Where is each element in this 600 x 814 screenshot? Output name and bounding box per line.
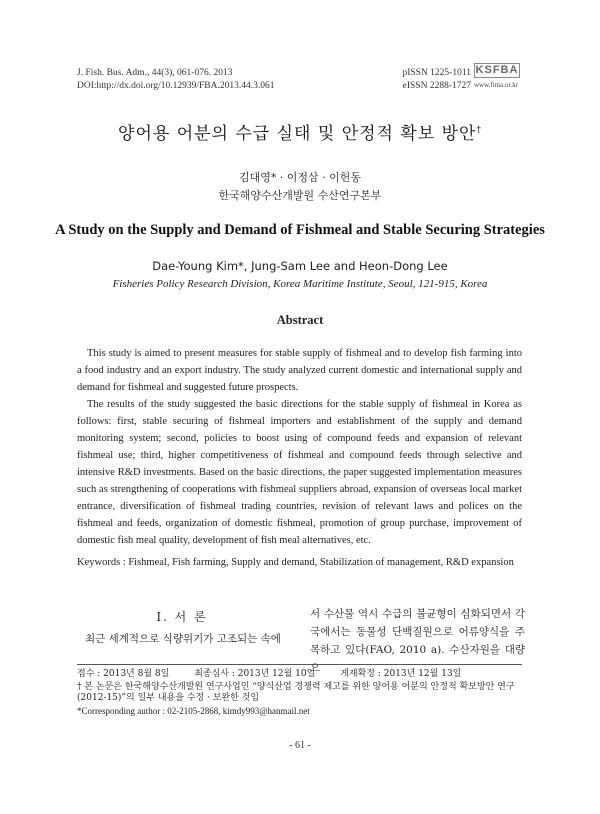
body-left-column: 최근 세계적으로 식량위기가 고조되는 속에 xyxy=(85,633,281,645)
english-title: A Study on the Supply and Demand of Fishmeal and Stable Securing Strategies xyxy=(55,222,545,238)
body-right-column: 서 수산물 역시 수급의 불균형이 심화되면서 각국에서는 동물성 단백질원으로 어류양식을 주목하고 있다(FAO, 2010 a). 수산자원을 대량으 xyxy=(310,608,525,674)
logo-url: www.fima.or.kr xyxy=(474,81,519,89)
abstract-heading: Abstract xyxy=(276,313,324,327)
footnote-divider xyxy=(77,664,522,665)
abstract-body xyxy=(77,345,522,549)
received-date: 접수 : 2013년 8월 8일 xyxy=(77,669,170,679)
footnote-funding: † 본 논문은 한국해양수산개발원 연구사업인 “양식산업 경쟁력 제고를 위한 양어용 어분의 안정적 확보방안 연구(2012-15)”의 일부 내용을 수정 · 보완한 것임 xyxy=(77,682,515,703)
title-dagger: † xyxy=(476,125,482,136)
pissn: pISSN 1225-1011 xyxy=(402,68,471,78)
journal-citation: J. Fish. Bus. Adm., 44(3), 061-076. 2013 xyxy=(77,68,233,78)
korean-title-text: 양어용 어분의 수급 실태 및 안정적 확보 방안 xyxy=(118,124,477,144)
keywords: Keywords : Fishmeal, Fish farming, Supply and demand, Stabilization of management, R&D expansion xyxy=(77,557,514,568)
korean-title xyxy=(0,119,600,144)
footnote-corresponding-author: *Corresponding author : 02-2105-2868, kimdy993@hanmail.net xyxy=(77,706,310,716)
korean-authors: 김대영* · 이정삼 · 이헌동 xyxy=(238,171,362,184)
abstract-paragraph-1: This study is aimed to present measures for stable supply of fishmeal and to develop fish farming into a food industry and an export industry. The study analyzed current domestic and international supply and demand for fishmeal and suggested future prospects. xyxy=(77,348,522,393)
section-heading-introduction: Ⅰ. 서 론 xyxy=(156,610,208,624)
accepted-date: 게재확정 : 2013년 12월 13일 xyxy=(340,669,462,679)
doi-line: DOI:http://dx.doi.org/10.12939/FBA.2013.44.3.061 xyxy=(77,81,275,91)
abstract-paragraph-2: The results of the study suggested the basic directions for the stable supply of fishmeal in Korea as follows: first, stable securing of fishmeal importers and establishment of the supply and demand monitoring system; second, policies to boost using of compound feeds and expansion of relevant fishmeal use; third, higher competitiveness of fishmeal and compound feeds through selective and intensive R&D investments. Based on the basic directions, the paper suggested implementation measures such as strengthening of cooperations with fishmeal suppliers abroad, expansion of overseas local market entrance, diversification of fishmeal trading countries, revision of relevant laws and polices on the fishmeal and feeds, organization of domestic fishmeal, promotion of group purchase, improvement of domestic fish meal quality, development of fish meal alternatives, etc. xyxy=(77,399,522,546)
revised-date: 최종심사 : 2013년 12월 10일 xyxy=(194,669,316,679)
eissn: eISSN 2288-1727 xyxy=(402,81,471,91)
english-authors: Dae-Young Kim*, Jung-Sam Lee and Heon-Dong Lee xyxy=(152,259,448,273)
footnote-dates xyxy=(77,669,522,680)
korean-institution: 한국해양수산개발원 수산연구본부 xyxy=(218,189,382,202)
ksfba-logo: KSFBA xyxy=(475,64,519,76)
page-number: - 61 - xyxy=(289,740,311,751)
english-affiliation: Fisheries Policy Research Division, Korea Maritime Institute, Seoul, 121-915, Korea xyxy=(112,278,488,290)
